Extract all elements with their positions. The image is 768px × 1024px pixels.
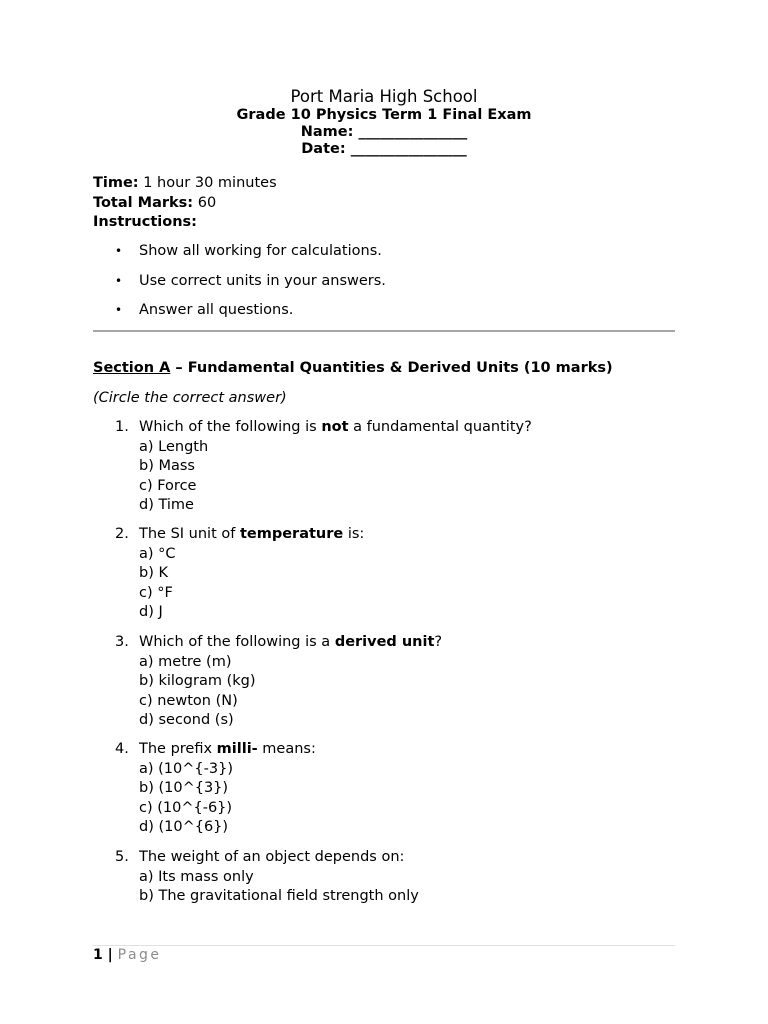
marks-line — [93, 194, 277, 214]
option[interactable]: b) The gravitational field strength only — [139, 888, 419, 905]
marks-value: 60 — [193, 194, 217, 211]
marks-label: Total Marks: — [93, 194, 194, 211]
question-5 — [115, 848, 419, 907]
option[interactable]: d) Time — [139, 497, 194, 514]
exam-meta — [93, 174, 277, 233]
instruction-item: • Answer all questions. — [115, 300, 386, 330]
page-footer — [93, 946, 162, 964]
option[interactable]: b) kilogram (kg) — [139, 673, 256, 690]
section-a-note: (Circle the correct answer) — [93, 390, 287, 406]
exam-header — [93, 87, 675, 158]
question-1 — [115, 418, 532, 516]
option[interactable]: c) (10^{-6}) — [139, 799, 233, 816]
section-a-title — [93, 358, 613, 378]
question-number: 5. — [115, 849, 129, 865]
section-a-heading: – Fundamental Quantities & Derived Units (10 marks) — [170, 360, 613, 376]
question-text: Which of the following is not a fundamental quantity? — [139, 419, 532, 435]
option[interactable]: d) second (s) — [139, 712, 234, 729]
exam-title: Grade 10 Physics Term 1 Final Exam — [236, 107, 532, 123]
question-text: The weight of an object depends on: — [139, 849, 405, 865]
option[interactable]: d) J — [139, 604, 163, 621]
option[interactable]: c) Force — [139, 477, 197, 494]
time-line — [93, 174, 277, 194]
name-line — [93, 124, 675, 141]
option[interactable]: d) (10^{6}) — [139, 819, 229, 836]
instructions-heading: Instructions: — [93, 214, 197, 230]
school-name: Port Maria High School — [290, 87, 478, 106]
question-2 — [115, 525, 364, 623]
footer-separator: | — [102, 947, 118, 963]
footer-divider — [93, 945, 675, 946]
option[interactable]: c) °F — [139, 584, 173, 601]
option[interactable]: c) newton (N) — [139, 692, 238, 709]
question-3 — [115, 633, 442, 731]
question-text: The SI unit of temperature is: — [139, 526, 365, 542]
date-line — [93, 141, 675, 158]
question-text: The prefix milli- means: — [139, 741, 316, 757]
section-a-label: Section A — [93, 360, 171, 376]
name-blank: _______________ — [358, 124, 468, 140]
date-label: Date: — [301, 141, 346, 157]
page-word: Page — [117, 947, 162, 963]
option[interactable]: b) K — [139, 565, 168, 582]
option[interactable]: a) Its mass only — [139, 868, 254, 885]
instructions-list — [115, 241, 386, 330]
question-number: 3. — [115, 634, 129, 650]
option[interactable]: a) metre (m) — [139, 653, 232, 670]
option[interactable]: a) °C — [139, 545, 176, 562]
name-label: Name: — [300, 124, 354, 140]
instruction-item: • Show all working for calculations. — [115, 241, 386, 271]
question-number: 1. — [115, 419, 129, 435]
page-number: 1 — [93, 947, 103, 963]
question-number: 2. — [115, 526, 129, 542]
question-number: 4. — [115, 741, 129, 757]
time-label: Time: — [93, 175, 139, 191]
date-blank: ________________ — [350, 141, 467, 157]
option[interactable]: a) Length — [139, 438, 209, 455]
option[interactable]: b) Mass — [139, 458, 195, 475]
question-4 — [115, 740, 316, 838]
instruction-item: • Use correct units in your answers. — [115, 271, 386, 301]
section-divider — [93, 330, 675, 332]
option[interactable]: b) (10^{3}) — [139, 780, 229, 797]
time-value: 1 hour 30 minutes — [138, 175, 277, 191]
option[interactable]: a) (10^{-3}) — [139, 760, 233, 777]
question-text: Which of the following is a derived unit? — [139, 634, 443, 650]
